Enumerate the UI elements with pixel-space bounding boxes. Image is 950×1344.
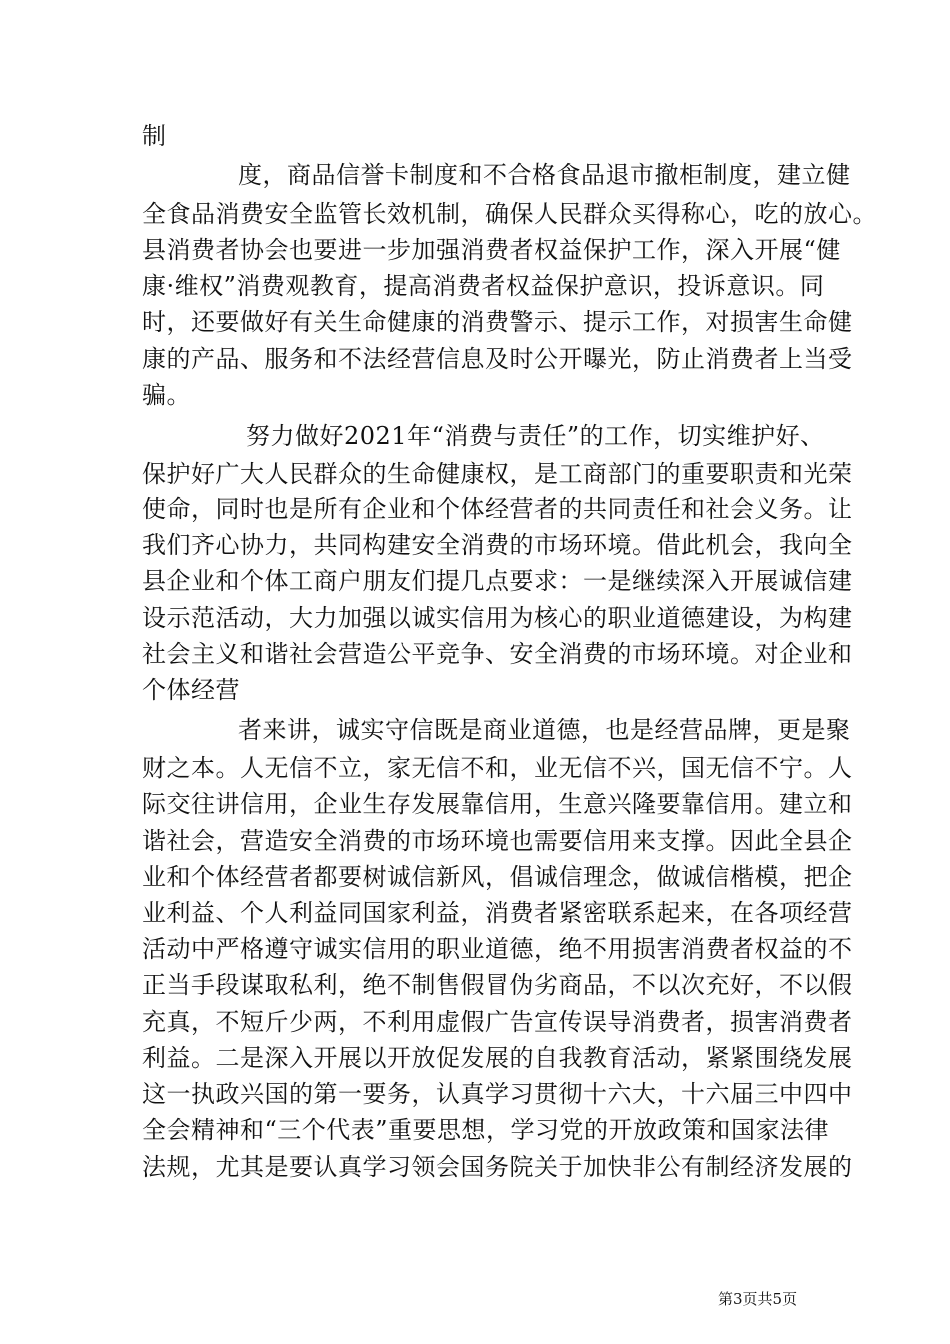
text-line: 充真，不短斤少两，不利用虚假广告宣传误导消费者，损害消费者 [142, 1008, 853, 1036]
text-line: 正当手段谋取私利，绝不制售假冒伪劣商品，不以次充好，不以假 [142, 971, 853, 999]
text-line: 利益。二是深入开展以开放促发展的自我教育活动，紧紧围绕发展 [142, 1044, 853, 1072]
text-line: 业和个体经营者都要树诚信新风，倡诚信理念，做诚信楷模，把企 [142, 863, 853, 891]
text-line: 制 [142, 122, 167, 150]
text-line: 活动中严格遵守诚实信用的职业道德，绝不用损害消费者权益的不 [142, 935, 853, 963]
text-line: 全食品消费安全监管长效机制，确保人民群众买得称心，吃的放心。 [142, 200, 877, 228]
text-line: 这一执政兴国的第一要务，认真学习贯彻十六大，十六届三中四中 [142, 1080, 853, 1108]
text-line: 骗。 [142, 381, 191, 409]
text-line: 社会主义和谐社会营造公平竞争、安全消费的市场环境。对企业和 [142, 640, 853, 668]
text-line: 法规，尤其是要认真学习领会国务院关于加快非公有制经济发展的 [142, 1153, 853, 1181]
text-line: 康·维权”消费观教育，提高消费者权益保护意识，投诉意识。同 [142, 272, 825, 300]
text-line: 县消费者协会也要进一步加强消费者权益保护工作，深入开展“健 [142, 236, 841, 264]
text-line: 康的产品、服务和不法经营信息及时公开曝光，防止消费者上当受 [142, 345, 853, 373]
text-line: 个体经营 [142, 676, 240, 704]
text-line: 者来讲，诚实守信既是商业道德，也是经营品牌，更是聚 [238, 716, 851, 744]
text-line: 县企业和个体工商户朋友们提几点要求：一是继续深入开展诚信建 [142, 567, 853, 595]
text-line: 努力做好2021年“消费与责任”的工作，切实维护好、 [246, 422, 825, 450]
text-line: 时，还要做好有关生命健康的消费警示、提示工作，对损害生命健 [142, 308, 853, 336]
text-line: 全会精神和“三个代表”重要思想，学习党的开放政策和国家法律 [142, 1116, 830, 1144]
text-line: 使命，同时也是所有企业和个体经营者的共同责任和社会义务。让 [142, 495, 853, 523]
page-number-footer: 第3页共5页 [718, 1290, 798, 1308]
text-line: 业利益、个人利益同国家利益，消费者紧密联系起来，在各项经营 [142, 899, 853, 927]
text-line: 设示范活动，大力加强以诚实信用为核心的职业道德建设，为构建 [142, 604, 853, 632]
text-line: 财之本。人无信不立，家无信不和，业无信不兴，国无信不宁。人 [142, 754, 853, 782]
text-line: 我们齐心协力，共同构建安全消费的市场环境。借此机会，我向全 [142, 531, 853, 559]
text-line: 保护好广大人民群众的生命健康权，是工商部门的重要职责和光荣 [142, 460, 853, 488]
text-line: 际交往讲信用，企业生存发展靠信用，生意兴隆要靠信用。建立和 [142, 790, 853, 818]
text-line: 度，商品信誉卡制度和不合格食品退市撤柜制度，建立健 [238, 161, 851, 189]
text-line: 谐社会，营造安全消费的市场环境也需要信用来支撑。因此全县企 [142, 827, 853, 855]
